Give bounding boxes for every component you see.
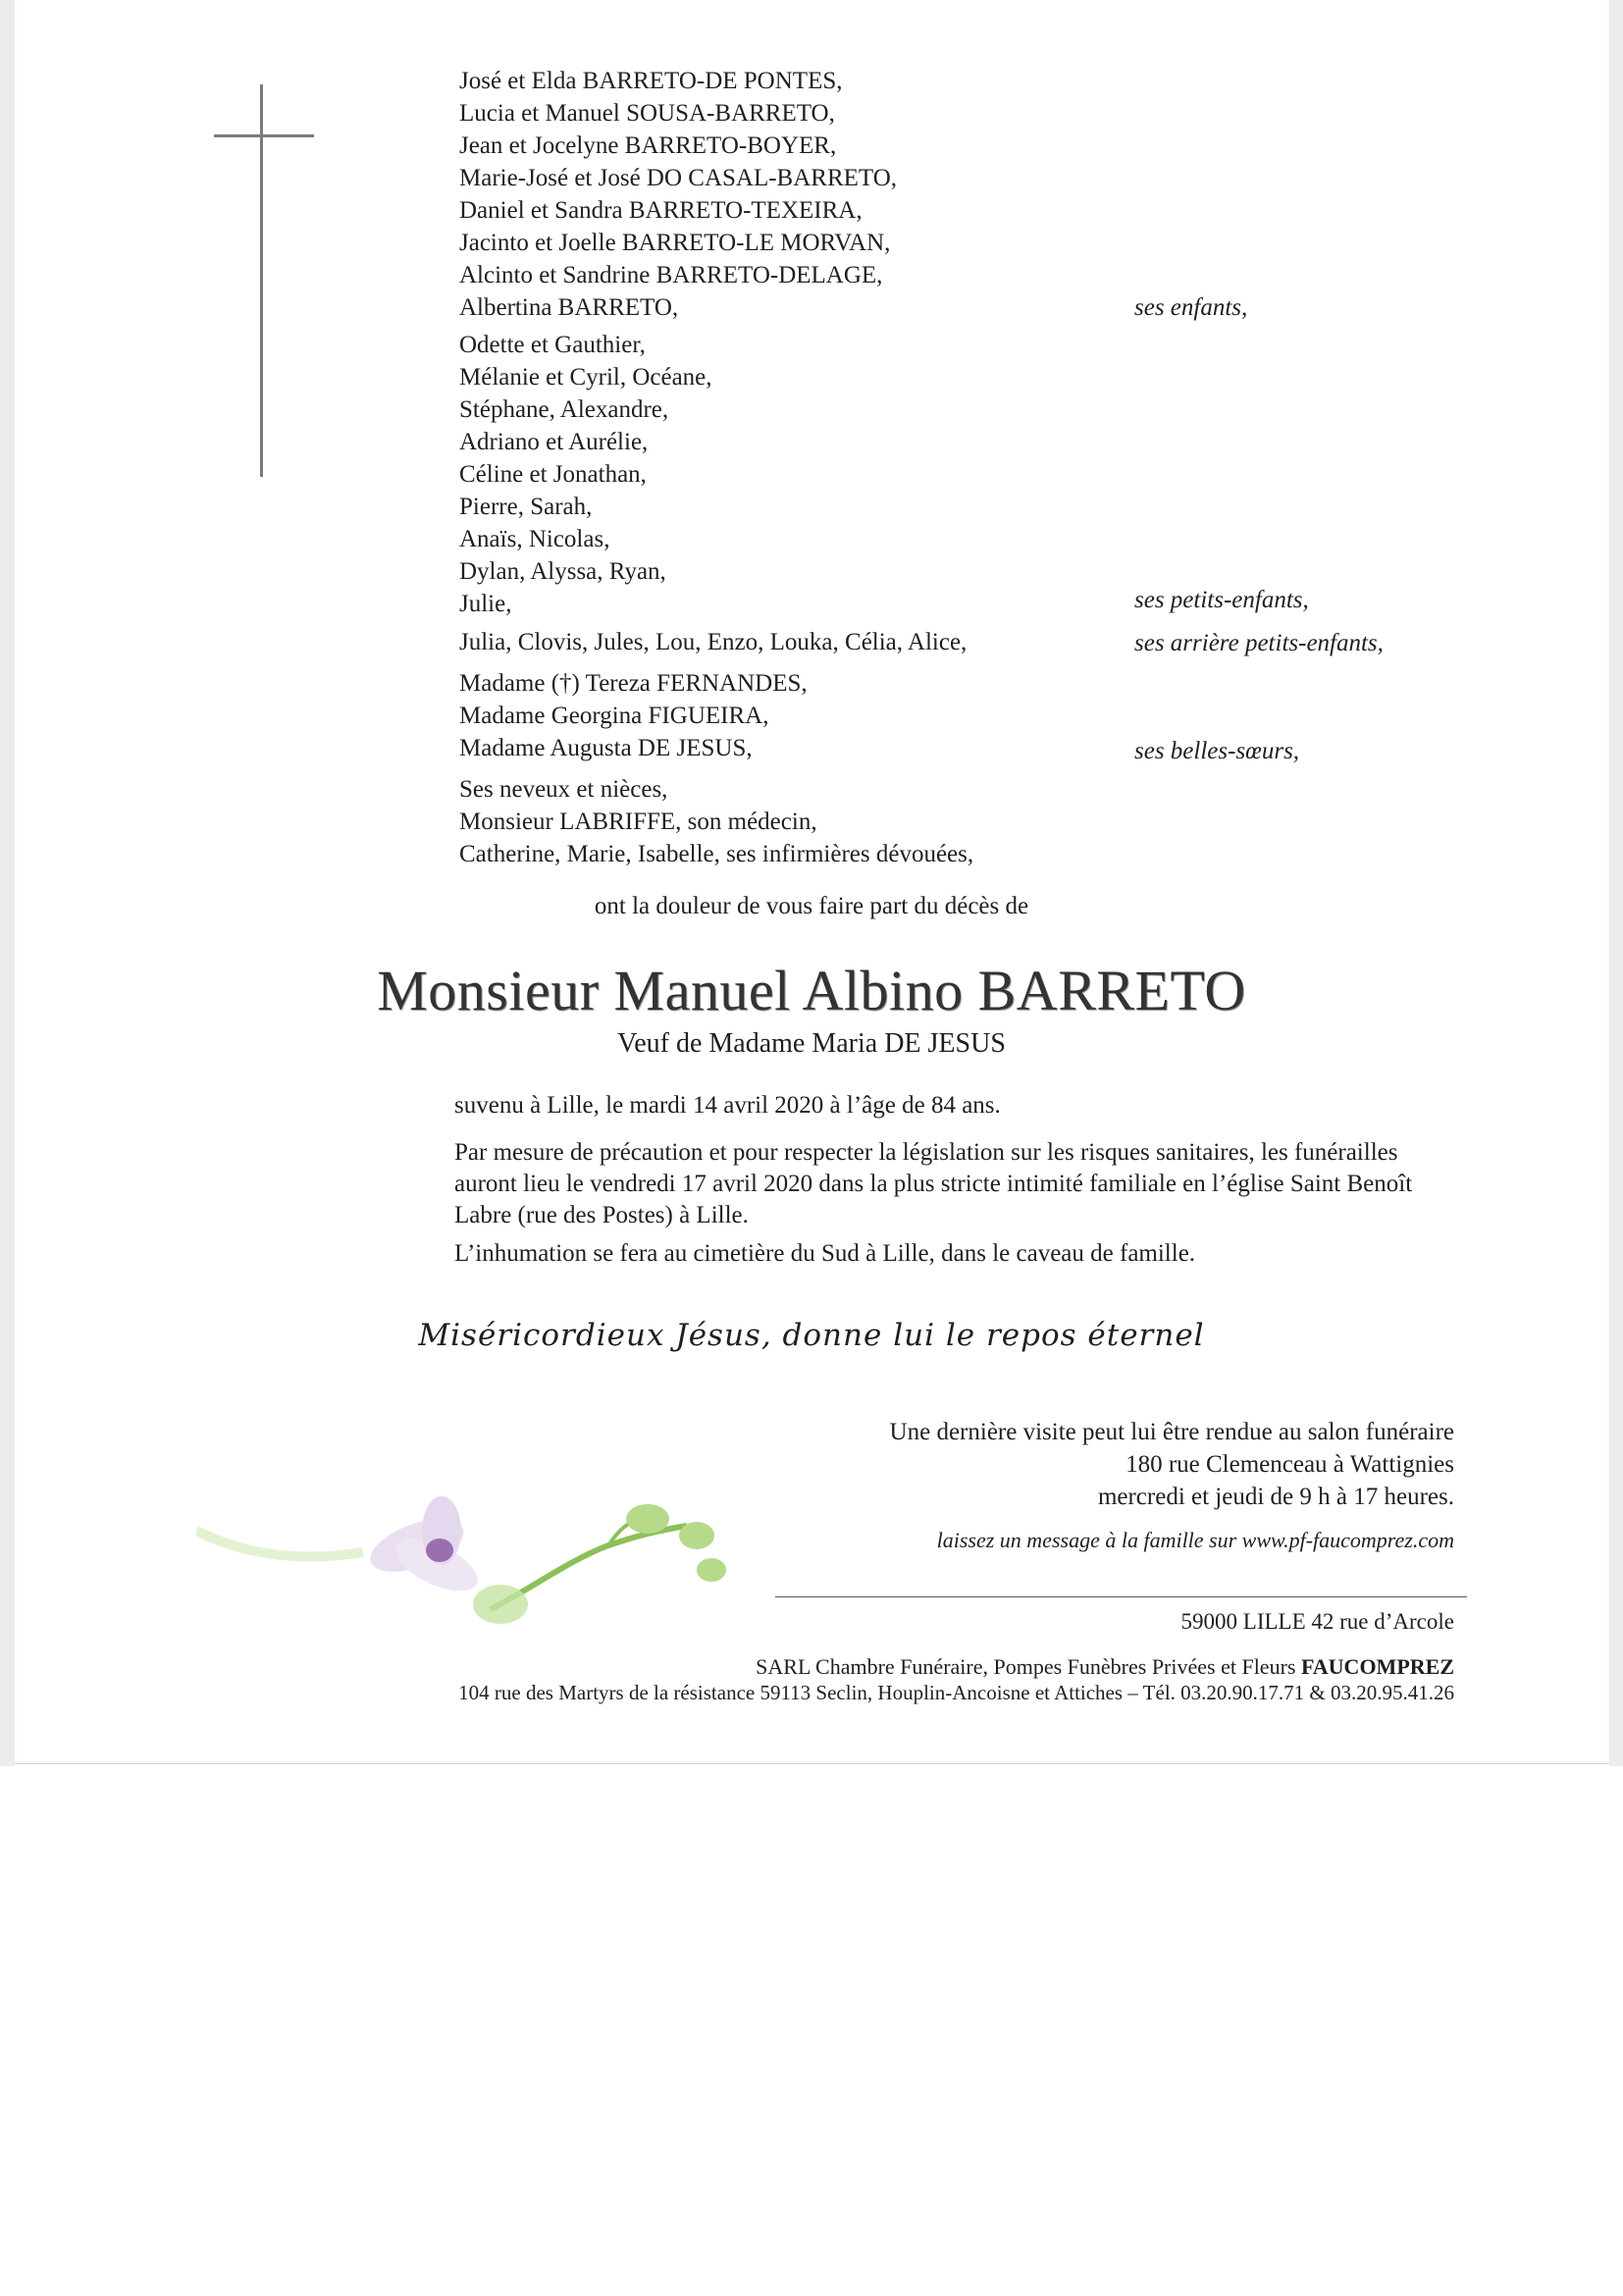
relation-children: ses enfants, [1134,294,1248,321]
relation-sisters-in-law: ses belles-sœurs, [1134,738,1300,764]
name-line: Daniel et Sandra BARRETO-TEXEIRA, [459,197,863,224]
name-line: Anaïs, Nicolas, [459,526,610,552]
children-names [459,65,897,324]
name-line: Lucia et Manuel SOUSA-BARRETO, [459,100,835,127]
relation-great-grandchildren: ses arrière petits-enfants, [1134,630,1384,656]
web-message: laissez un message à la famille sur www.pf-faucomprez.com [936,1528,1454,1552]
grandchildren-names [459,329,712,620]
name-line: Jacinto et Joelle BARRETO-LE MORVAN, [459,230,891,256]
widow-line: Veuf de Madame Maria DE JESUS [617,1028,1006,1059]
name-line: Marie-José et José DO CASAL-BARRETO, [459,165,898,191]
name-line: Stéphane, Alexandre, [459,396,669,423]
sisters-in-law-names [459,667,808,764]
name-line: Adriano et Aurélie, [459,429,649,455]
footer-divider [775,1596,1467,1597]
bud [473,1585,528,1624]
death-details: suvenu à Lille, le mardi 14 avril 2020 à l’âge de 84 ans. [454,1092,1001,1119]
deceased-name: Monsieur Manuel Albino BARRETO [377,959,1246,1022]
visit-line: Une dernière visite peut lui être rendue au salon funéraire [889,1419,1454,1445]
name-line: Julie, [459,591,512,617]
orchid-illustration [196,1491,785,1648]
name-line: José et Elda BARRETO-DE PONTES, [459,68,843,94]
name-line: Madame Georgina FIGUEIRA, [459,703,769,729]
name-line: Céline et Jonathan, [459,461,647,488]
bud [626,1504,669,1534]
name-line: Pierre, Sarah, [459,494,593,520]
name-line: Madame Augusta DE JESUS, [459,735,753,761]
name-line: Dylan, Alyssa, Ryan, [459,558,666,585]
name-line: Madame (†) Tereza FERNANDES, [459,670,808,697]
name-line: Ses neveux et nièces, [459,776,668,803]
cross-horizontal-bar [214,134,314,137]
bud [679,1522,714,1549]
announcement: ont la douleur de vous faire part du décès de [594,893,1029,919]
visit-line: mercredi et jeudi de 9 h à 17 heures. [1097,1484,1454,1510]
name-line: Monsieur LABRIFFE, son médecin, [459,809,817,835]
relation-grandchildren: ses petits-enfants, [1134,587,1309,613]
orchid-flower [363,1496,485,1601]
great-grandchildren-names [459,626,967,658]
bud [697,1558,726,1582]
company-description: SARL Chambre Funéraire, Pompes Funèbres Privées et Fleurs [756,1654,1296,1679]
footer-company [756,1654,1454,1680]
name-line: Alcinto et Sandrine BARRETO-DELAGE, [459,262,883,288]
page-bottom-edge [15,1763,1609,1764]
other-mourners-names [459,773,973,870]
leaf-stem [196,1531,363,1557]
funeral-details: Par mesure de précaution et pour respecter la législation sur les risques sanitaires, les funérailles auront lieu le vendredi 17 avril 2020 dans la plus stricte intimité familiale en l’église Saint Benoît Labre (rue des Postes) à Lille. [454,1139,1413,1228]
burial-details: L’inhumation se fera au cimetière du Sud à Lille, dans le caveau de famille. [454,1240,1196,1267]
page-margin-right [1609,0,1623,1766]
prayer-line: Miséricordieux Jésus, donne lui le repos éternel [418,1318,1205,1353]
name-line: Albertina BARRETO, [459,294,679,321]
cross-vertical-bar [260,84,263,477]
name-line: Jean et Jocelyne BARRETO-BOYER, [459,132,837,159]
page-margin-left [0,0,15,1766]
footer-address: 59000 LILLE 42 rue d’Arcole [1180,1609,1454,1634]
visit-line: 180 rue Clemenceau à Wattignies [1126,1451,1454,1478]
name-line: Mélanie et Cyril, Océane, [459,364,712,391]
company-name: FAUCOMPREZ [1300,1654,1454,1679]
name-line: Odette et Gauthier, [459,332,646,358]
name-line: Catherine, Marie, Isabelle, ses infirmières dévouées, [459,841,974,867]
footer-contact: 104 rue des Martyrs de la résistance 59113 Seclin, Houplin-Ancoisne et Attiches – Tél. 03.20.90.17.71 & 03.20.95.41.26 [458,1681,1454,1704]
visit-info [890,1416,1454,1513]
orchid-center [426,1539,453,1562]
name-line: Julia, Clovis, Jules, Lou, Enzo, Louka, Célia, Alice, [459,629,968,655]
